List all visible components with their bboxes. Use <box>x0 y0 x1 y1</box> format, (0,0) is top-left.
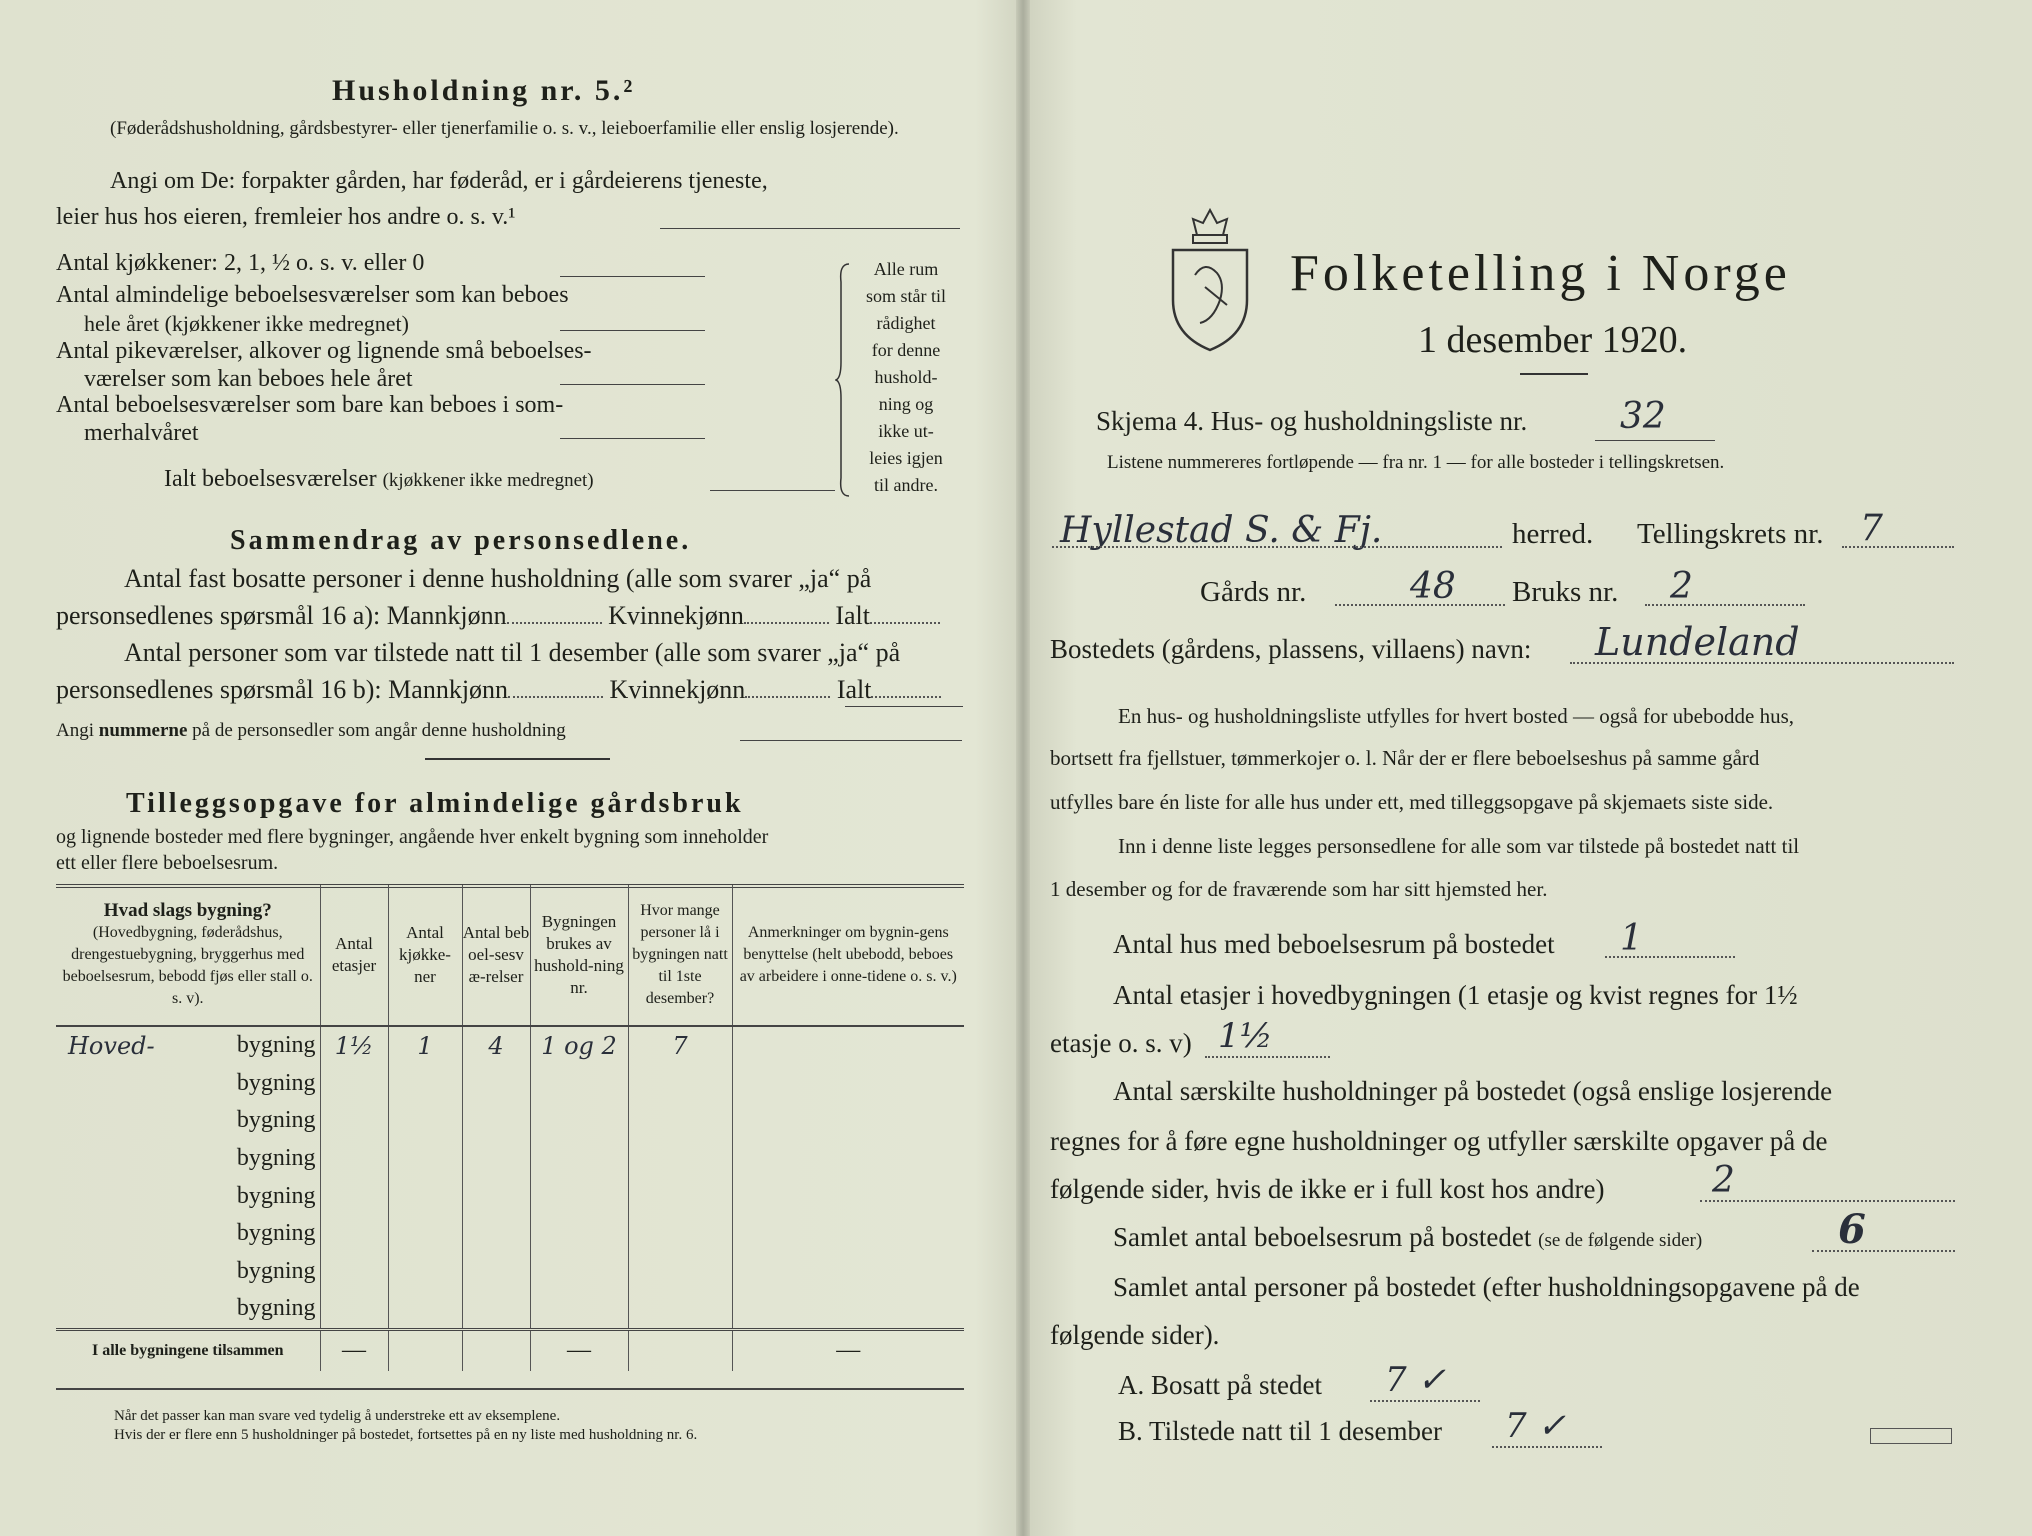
cell-empty <box>462 1177 530 1215</box>
skjema-nr: 32 <box>1620 396 1666 437</box>
fast-mann-label: personsedlenes spørsmål 16 a): Mannkjønn <box>56 601 507 630</box>
tellingskrets-line <box>1842 546 1954 548</box>
skjema-line: Skjema 4. Hus- og husholdningsliste nr. <box>1096 406 1528 436</box>
samlet-rum-text: Samlet antal beboelsesrum på bostedet <box>1113 1222 1532 1252</box>
footnote-1: Når det passer kan man svare ved tydelig å understreke ett av eksemplene. <box>114 1408 561 1424</box>
cell-empty <box>530 1065 628 1103</box>
gards-value: 48 <box>1410 566 1456 607</box>
cell-empty <box>462 1290 530 1329</box>
fast-ialt-label: Ialt <box>835 601 871 630</box>
cell-empty <box>628 1177 732 1215</box>
printer-stamp <box>1870 1428 1952 1444</box>
tillegg-title: Tilleggsopgave for almindelige gårdsbruk <box>126 788 744 819</box>
cell-bygning <box>56 1140 320 1178</box>
section-divider <box>425 758 610 760</box>
rooms-line-1: Antal kjøkkener: 2, 1, ½ o. s. v. eller 0 <box>56 250 425 276</box>
bruks-line <box>1645 604 1805 606</box>
tilstede-line-1: Antal personer som var tilstede natt til 1 desember (alle som svarer „ja“ på <box>124 638 901 667</box>
samlet-rum-note: (se de følgende sider) <box>1538 1230 1703 1251</box>
etasjer-line-1: Antal etasjer i hovedbygningen (1 etasje og kvist regnes for 1½ <box>1113 980 1798 1010</box>
rooms-line-2: Antal almindelige beboelsesværelser som kan beboes <box>56 282 569 308</box>
husholdninger-answer-line <box>1700 1200 1955 1202</box>
rooms-line-7: merhalvåret <box>84 420 199 446</box>
tillegg-line-2: ett eller flere beboelsesrum. <box>56 852 279 874</box>
cell-empty <box>732 1290 964 1329</box>
brace-note-line: rådighet <box>876 313 936 333</box>
header-vaerelser: Antal beboel-sesvæ-relser <box>462 885 530 1026</box>
cell-empty <box>462 1253 530 1291</box>
tilstede-kvinne-label: Kvinnekjønn <box>609 675 746 704</box>
ialt-note: (kjøkkener ikke medregnet) <box>382 470 594 491</box>
cell-anmerkning <box>732 1026 964 1065</box>
header-bygning-note: (Hovedbygning, føderådshus, drengestuebygning, bryggerhus med beboelsesrum, bebodd fjøs eller stall o. s. v). <box>62 924 313 1007</box>
tilstede-line <box>1492 1446 1602 1448</box>
husholdninger-line-3: følgende sider, hvis de ikke er i full kost hos andre) <box>1050 1174 1605 1204</box>
header-hushold: Bygningen brukes av hushold-ning nr. <box>530 885 628 1026</box>
para2-line1: Inn i denne liste legges personsedlene for alle som var tilstede på bostedet natt til <box>1118 834 1800 858</box>
tilstede-ialt-underline <box>845 706 963 707</box>
cell-bygning <box>56 1065 320 1103</box>
header-personer: Hvor mange personer lå i bygningen natt til 1ste desember? <box>628 885 732 1026</box>
cell-empty <box>530 1290 628 1329</box>
brace-icon <box>835 262 855 498</box>
etasjer-value: 1½ <box>1218 1016 1273 1056</box>
bygning-label: bygning <box>236 1107 316 1134</box>
husholdninger-line-1: Antal særskilte husholdninger på bostedet (også enslige losjerende <box>1113 1076 1833 1106</box>
header-etasjer: Antal etasjer <box>320 885 388 1026</box>
bygning-label: bygning <box>236 1031 316 1058</box>
bosted-label: Bostedets (gårdens, plassens, villaens) navn: <box>1050 634 1532 664</box>
listene-note: Listene nummereres fortløpende — fra nr. 1 — for alle bosteder i tellingskretsen. <box>1107 452 1725 473</box>
cell-empty <box>388 1140 462 1178</box>
total-etasjer: — <box>320 1329 388 1371</box>
cell-empty <box>530 1253 628 1291</box>
table-row <box>56 1253 964 1291</box>
table-bottom-rule <box>56 1388 964 1390</box>
table-row <box>56 1026 964 1065</box>
cell-empty <box>388 1065 462 1103</box>
bygning-label: bygning <box>236 1257 316 1284</box>
para1-line2: bortsett fra fjellstuer, tømmerkojer o. l. Når der er flere beboelseshus på samme gård <box>1050 746 1760 770</box>
brace-note-line: ning og <box>878 394 934 414</box>
samlet-pers-line-2: følgende sider). <box>1050 1320 1220 1350</box>
cell-empty <box>388 1290 462 1329</box>
total-empty <box>628 1329 732 1371</box>
cell-empty <box>530 1215 628 1253</box>
brace-note-line: Alle rum <box>873 259 939 279</box>
fast-line-2 <box>56 601 940 631</box>
table-row <box>56 1065 964 1103</box>
cell-bygning <box>56 1102 320 1140</box>
cell-empty <box>628 1102 732 1140</box>
brace-note-line: som står til <box>866 286 946 306</box>
cell-empty <box>320 1140 388 1178</box>
cell-empty <box>388 1177 462 1215</box>
rooms-line-5: værelser som kan beboes hele året <box>84 366 413 392</box>
angi-nummerne <box>56 720 566 742</box>
brace-note <box>845 256 967 499</box>
gards-line <box>1335 604 1505 606</box>
tilstede-label: B. Tilstede natt til 1 desember <box>1118 1416 1442 1446</box>
bosted-value: Lundeland <box>1595 620 1800 664</box>
fast-line-1: Antal fast bosatte personer i denne husholdning (alle som svarer „ja“ på <box>124 564 872 593</box>
total-empty <box>462 1329 530 1371</box>
para1-line3: utfylles bare én liste for alle hus under ett, med tilleggsopgave på skjemaets siste side. <box>1050 790 1774 814</box>
cell-empty <box>320 1215 388 1253</box>
cell-bygning <box>56 1215 320 1253</box>
brace-note-line: leies igjen <box>869 448 943 468</box>
cell-empty <box>320 1102 388 1140</box>
bygning-label: bygning <box>236 1220 316 1247</box>
cell-empty <box>320 1177 388 1215</box>
cell-empty <box>462 1065 530 1103</box>
total-label: I alle bygningene tilsammen <box>56 1329 320 1371</box>
bosatt-line <box>1370 1400 1480 1402</box>
cell-empty <box>388 1253 462 1291</box>
census-date: 1 desember 1920. <box>1418 319 1688 361</box>
cell-empty <box>732 1102 964 1140</box>
husholdning-title: Husholdning nr. 5.² <box>332 74 636 107</box>
rooms-line-4: Antal pikeværelser, alkover og lignende små beboelses- <box>56 338 592 364</box>
tilstede-mann-label: personsedlenes spørsmål 16 b): Mannkjønn <box>56 675 509 704</box>
gards-label: Gårds nr. <box>1200 576 1307 608</box>
total-hushold: — <box>530 1329 628 1371</box>
etasjer-answer-line <box>1205 1056 1330 1058</box>
table-row <box>56 1215 964 1253</box>
header-bygning-title: Hvad slags bygning? <box>103 900 272 921</box>
herred-label: herred. <box>1512 518 1594 550</box>
husholdninger-value: 2 <box>1712 1160 1735 1201</box>
husholdninger-line-2: regnes for å føre egne husholdninger og utfyller særskilte opgaver på de <box>1050 1126 1828 1156</box>
cell-bygning <box>56 1253 320 1291</box>
bosatt-label: A. Bosatt på stedet <box>1118 1370 1322 1400</box>
herred-line <box>1052 546 1502 548</box>
cell-etasjer: 1½ <box>320 1026 388 1065</box>
husholdning-note: (Føderådshusholdning, gårdsbestyrer- eller tjenerfamilie o. s. v., leieboerfamilie eller enslig losjerende). <box>110 118 899 139</box>
handwritten-type: Hoved- <box>68 1031 155 1060</box>
brace-note-line: til andre. <box>874 475 938 495</box>
cell-empty <box>462 1140 530 1178</box>
cell-empty <box>732 1215 964 1253</box>
cell-empty <box>320 1253 388 1291</box>
brace-note-line: for denne <box>871 340 941 360</box>
tellingskrets-value: 7 <box>1860 508 1883 549</box>
samlet-rum-value: 6 <box>1838 1206 1866 1253</box>
bygning-label: bygning <box>236 1145 316 1172</box>
bruks-value: 2 <box>1670 566 1693 607</box>
building-table <box>56 885 964 1371</box>
page-fold <box>1016 0 1030 1536</box>
samlet-rum-line <box>1812 1250 1955 1252</box>
total-anmerkning: — <box>732 1329 964 1371</box>
tilstede-ialt-label: Ialt <box>836 675 872 704</box>
bygning-label: bygning <box>236 1069 316 1096</box>
footnote-2: Hvis der er flere enn 5 husholdninger på bostedet, fortsettes på en ny liste med husholdning nr. 6. <box>114 1427 698 1443</box>
cell-empty <box>320 1065 388 1103</box>
antal-hus-line <box>1605 956 1735 958</box>
cell-empty <box>628 1140 732 1178</box>
tilstede-value: 7 ✓ <box>1505 1406 1566 1446</box>
header-anmerkninger: Anmerkninger om bygnin-gens benyttelse (helt ubebodd, beboes av arbeidere i onne-tidene o. s. v.) <box>732 885 964 1026</box>
cell-hushold: 1 og 2 <box>530 1026 628 1065</box>
cell-empty <box>388 1215 462 1253</box>
rooms-answer-1 <box>560 276 705 277</box>
angi-nummerne-post: på de personsedler som angår denne husholdning <box>192 720 566 741</box>
samlet-pers-line-1: Samlet antal personer på bostedet (efter husholdningsopgavene på de <box>1113 1272 1860 1302</box>
para2-line2: 1 desember og for de fraværende som har sitt hjemsted her. <box>1050 877 1548 901</box>
table-row <box>56 1177 964 1215</box>
angi-nummerne-bold: nummerne <box>98 720 188 741</box>
tillegg-line-1: og lignende bosteder med flere bygninger, angående hver enkelt bygning som inneholder <box>56 826 769 848</box>
cell-empty <box>628 1065 732 1103</box>
rooms-line-3: hele året (kjøkkener ikke medregnet) <box>84 311 409 336</box>
cell-empty <box>732 1253 964 1291</box>
angi-line-1: Angi om De: forpakter gården, har føderåd, er i gårdeierens tjeneste, <box>110 168 768 194</box>
cell-bygning <box>56 1290 320 1329</box>
cell-bygning <box>56 1026 320 1065</box>
rooms-answer-4 <box>560 438 705 439</box>
cell-bygning <box>56 1177 320 1215</box>
bruks-label: Bruks nr. <box>1512 576 1619 608</box>
sammendrag-title: Sammendrag av personsedlene. <box>230 525 692 556</box>
table-row <box>56 1140 964 1178</box>
skjema-nr-line <box>1595 440 1715 441</box>
cell-kjokken: 1 <box>388 1026 462 1065</box>
table-row <box>56 1102 964 1140</box>
cell-empty <box>320 1290 388 1329</box>
header-kjokkener: Antal kjøkke-ner <box>388 885 462 1026</box>
ialt-answer <box>710 490 835 491</box>
cell-empty <box>628 1215 732 1253</box>
main-title: Folketelling i Norge <box>1290 245 1791 302</box>
cell-empty <box>388 1102 462 1140</box>
antal-hus-value: 1 <box>1620 918 1643 959</box>
samlet-rum-label <box>1113 1222 1702 1253</box>
total-empty <box>388 1329 462 1371</box>
bygning-label: bygning <box>236 1295 316 1322</box>
etasjer-line-2: etasje o. s. v) <box>1050 1028 1192 1058</box>
table-row <box>56 1290 964 1329</box>
cell-empty <box>462 1215 530 1253</box>
fast-kvinne-label: Kvinnekjønn <box>608 601 744 630</box>
rooms-line-6: Antal beboelsesværelser som bare kan beboes i som- <box>56 392 564 418</box>
cell-empty <box>530 1177 628 1215</box>
cell-empty <box>732 1177 964 1215</box>
cell-empty <box>530 1140 628 1178</box>
nummerne-answer-line <box>740 740 962 741</box>
ialt-text: Ialt beboelsesværelser <box>164 466 377 492</box>
bosatt-value: 7 ✓ <box>1385 1360 1446 1400</box>
brace-note-line: ikke ut- <box>878 421 934 441</box>
herred-value: Hyllestad S. & Fj. <box>1060 510 1383 551</box>
title-divider <box>1520 373 1588 375</box>
table-header-row <box>56 885 964 1026</box>
cell-empty <box>732 1140 964 1178</box>
para1-line1: En hus- og husholdningsliste utfylles for hvert bosted — også for ubebodde hus, <box>1118 704 1794 728</box>
tellingskrets-label: Tellingskrets nr. <box>1637 518 1824 550</box>
angi-answer-line <box>660 228 960 229</box>
antal-hus-label: Antal hus med beboelsesrum på bostedet <box>1113 929 1555 959</box>
brace-note-line: hushold- <box>874 367 938 387</box>
coat-of-arms-icon <box>1165 205 1255 355</box>
cell-empty <box>628 1253 732 1291</box>
cell-personer: 7 <box>628 1026 732 1065</box>
cell-empty <box>628 1290 732 1329</box>
bygning-label: bygning <box>236 1182 316 1209</box>
table-total-row <box>56 1329 964 1371</box>
tilstede-line-2 <box>56 675 941 705</box>
rooms-answer-2 <box>560 330 705 331</box>
rooms-answer-3 <box>560 384 705 385</box>
ialt-label <box>164 466 594 493</box>
cell-empty <box>530 1102 628 1140</box>
angi-nummerne-pre: Angi <box>56 720 94 741</box>
cell-vaerelser: 4 <box>462 1026 530 1065</box>
angi-line-2: leier hus hos eieren, fremleier hos andre o. s. v.¹ <box>56 204 516 230</box>
cell-empty <box>732 1065 964 1103</box>
cell-empty <box>462 1102 530 1140</box>
bosted-line <box>1570 662 1954 664</box>
header-bygning <box>56 885 320 1026</box>
